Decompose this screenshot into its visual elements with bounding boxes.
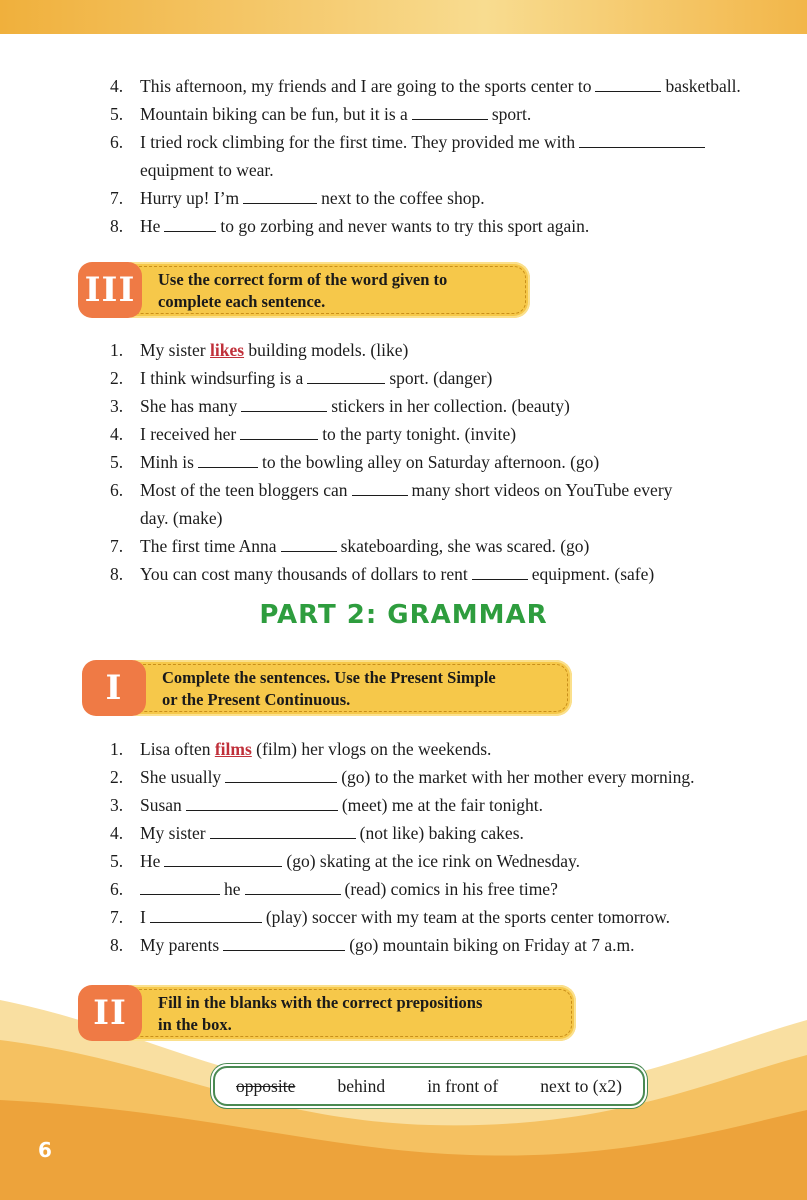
list-item: 5. Mountain biking can be fun, but it is a sport. (110, 104, 532, 124)
list-item: 8. My parents (go) mountain biking on Friday at 7 a.m. (110, 935, 635, 955)
list-item: 7. The first time Anna skateboarding, she was scared. (go) (110, 536, 590, 556)
answer-blank[interactable] (140, 878, 220, 895)
list-item: 4. This afternoon, my friends and I are going to the sports center to basketball. (110, 76, 741, 96)
section-instruction: Complete the sentences. Use the Present Simple or the Present Continuous. (162, 668, 496, 709)
list-item: 2. She usually (go) to the market with her mother every morning. (110, 767, 695, 787)
answer-blank[interactable] (164, 215, 216, 232)
list-item: 6. I tried rock climbing for the first time. They provided me with equipment to wear. (110, 128, 741, 184)
example-answer: films (214, 739, 252, 759)
list-item: 7. Hurry up! I’m next to the coffee shop. (110, 188, 485, 208)
answer-blank[interactable] (281, 535, 337, 552)
list-item: 2. I think windsurfing is a sport. (danger) (110, 368, 493, 388)
section-number-badge: II (78, 985, 142, 1041)
list-item: 1. My sister likes building models. (like) (110, 340, 409, 360)
list-item: 3. Susan (meet) me at the fair tonight. (110, 795, 543, 815)
exercise-list-continued (110, 72, 741, 240)
section-number-badge: III (78, 262, 142, 318)
example-answer: likes (210, 340, 245, 360)
answer-blank[interactable] (412, 103, 488, 120)
word-box (213, 1066, 645, 1106)
word-option: behind (337, 1075, 386, 1096)
list-item: 4. My sister (not like) baking cakes. (110, 823, 524, 843)
answer-blank[interactable] (579, 131, 705, 148)
list-item: 6. Most of the teen bloggers can many short videos on YouTube every day. (make) (110, 480, 673, 528)
answer-blank[interactable] (210, 822, 356, 839)
answer-blank[interactable] (198, 451, 258, 468)
answer-blank[interactable] (307, 367, 385, 384)
list-item: 3. She has many stickers in her collection. (beauty) (110, 396, 570, 416)
list-item: 5. He (go) skating at the ice rink on Wednesday. (110, 851, 580, 871)
list-item: 6. he (read) comics in his free time? (110, 879, 558, 899)
exercise-list-tenses (110, 735, 695, 959)
word-option: next to (x2) (540, 1075, 622, 1096)
answer-blank[interactable] (595, 75, 661, 92)
answer-blank[interactable] (186, 794, 338, 811)
section-ii-banner (78, 985, 576, 1041)
list-item: 5. Minh is to the bowling alley on Saturday afternoon. (go) (110, 452, 600, 472)
answer-blank[interactable] (240, 423, 318, 440)
list-item: 7. I (play) soccer with my team at the sports center tomorrow. (110, 907, 670, 927)
word-option: in front of (427, 1075, 499, 1096)
answer-blank[interactable] (243, 187, 317, 204)
part-title: PART 2: GRAMMAR (259, 600, 548, 630)
answer-blank[interactable] (223, 934, 345, 951)
page-number: 6 (38, 1138, 52, 1162)
list-item: 8. You can cost many thousands of dollars to rent equipment. (safe) (110, 564, 655, 584)
list-item: 4. I received her to the party tonight. (invite) (110, 424, 517, 444)
section-instruction: Use the correct form of the word given to complete each sentence. (158, 270, 448, 311)
exercise-list-word-form (110, 336, 672, 588)
section-iii-banner (78, 262, 530, 318)
answer-blank[interactable] (245, 878, 341, 895)
answer-blank[interactable] (352, 479, 408, 496)
section-i-banner (82, 660, 572, 716)
answer-blank[interactable] (164, 850, 282, 867)
section-instruction: Fill in the blanks with the correct prepositions in the box. (158, 993, 483, 1034)
answer-blank[interactable] (150, 906, 262, 923)
answer-blank[interactable] (225, 766, 337, 783)
word-option-used: opposite (236, 1075, 296, 1096)
answer-blank[interactable] (241, 395, 327, 412)
answer-blank[interactable] (472, 563, 528, 580)
section-number-badge: I (82, 660, 146, 716)
list-item: 8. He to go zorbing and never wants to try this sport again. (110, 216, 590, 236)
list-item: 1. Lisa often films (film) her vlogs on the weekends. (110, 739, 492, 759)
top-decorative-band (0, 0, 807, 34)
